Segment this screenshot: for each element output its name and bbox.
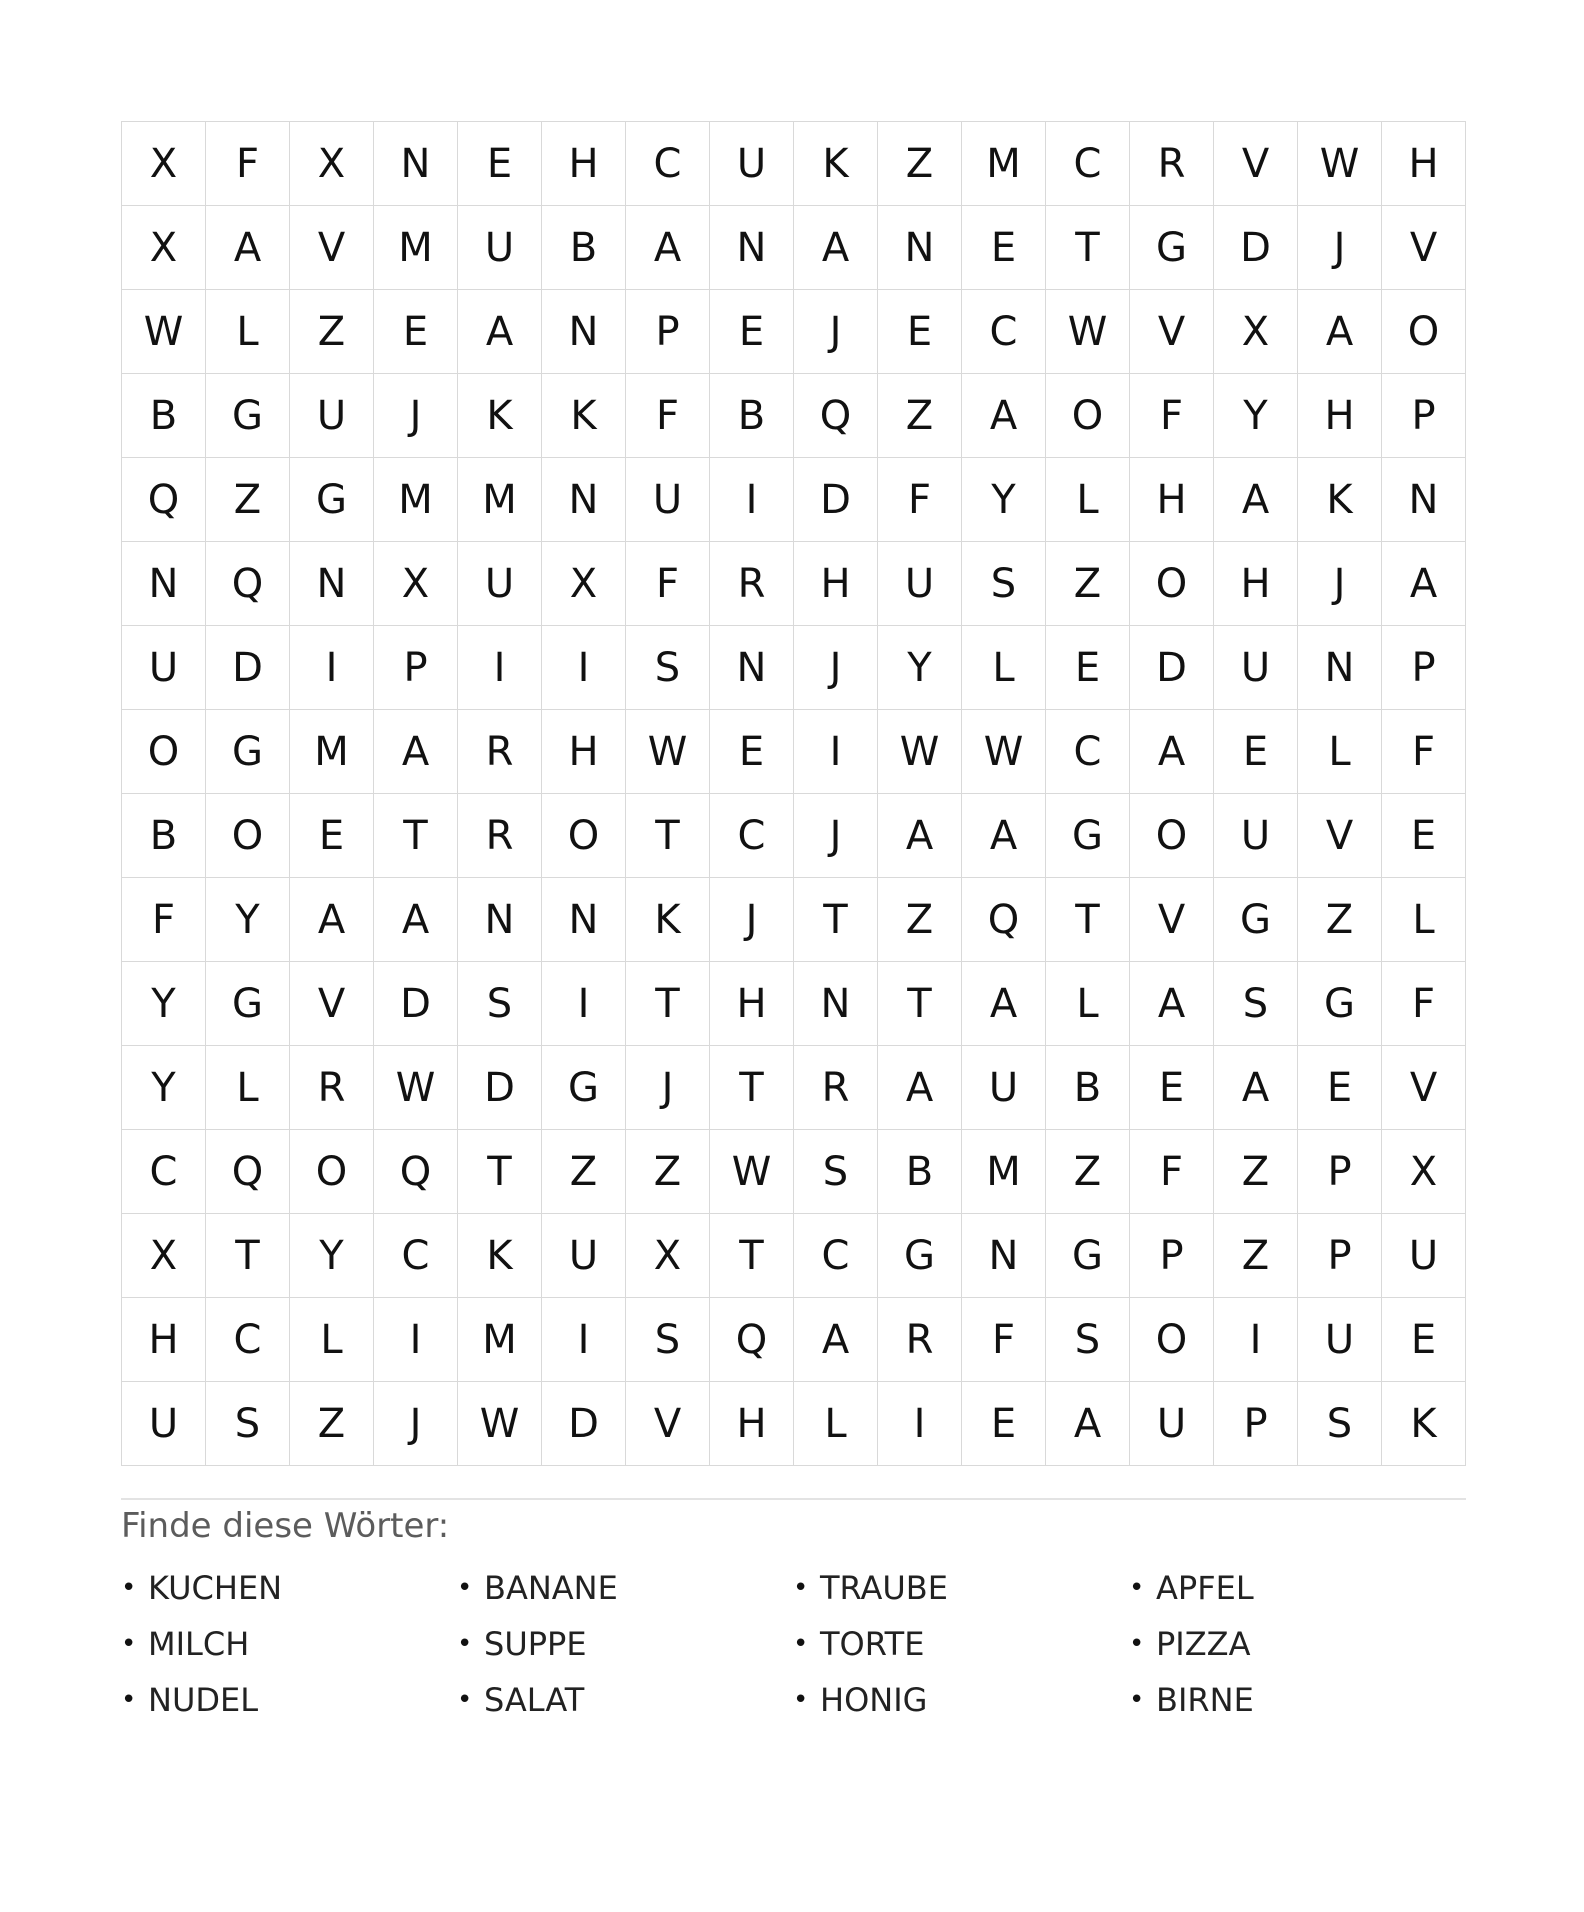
grid-cell[interactable]: L	[1298, 710, 1382, 794]
bullet-icon: •	[793, 1573, 809, 1603]
word-label: PIZZA	[1156, 1625, 1251, 1663]
grid-cell[interactable]: V	[1382, 1046, 1466, 1130]
word-list-item	[793, 1622, 1129, 1666]
bullet-icon: •	[793, 1629, 809, 1659]
grid-cell[interactable]: G	[290, 458, 374, 542]
grid-cell[interactable]: M	[374, 206, 458, 290]
grid-cell[interactable]: K	[626, 878, 710, 962]
grid-cell[interactable]: Y	[206, 878, 290, 962]
grid-cell[interactable]: M	[962, 122, 1046, 206]
grid-cell[interactable]: A	[374, 878, 458, 962]
bullet-icon: •	[1129, 1685, 1145, 1715]
grid-cell[interactable]: A	[878, 794, 962, 878]
bullet-icon: •	[121, 1573, 137, 1603]
grid-cell[interactable]: K	[1298, 458, 1382, 542]
grid-cell[interactable]: H	[542, 122, 626, 206]
grid-cell[interactable]: O	[122, 710, 206, 794]
grid-cell[interactable]: V	[1130, 290, 1214, 374]
grid-cell[interactable]: N	[710, 206, 794, 290]
grid-cell[interactable]: R	[290, 1046, 374, 1130]
grid-cell[interactable]: T	[1046, 878, 1130, 962]
grid-cell[interactable]: I	[290, 626, 374, 710]
word-list-item	[1129, 1678, 1465, 1722]
grid-cell[interactable]: H	[1382, 122, 1466, 206]
grid-cell[interactable]: U	[458, 206, 542, 290]
grid-cell[interactable]: A	[1298, 290, 1382, 374]
grid-cell[interactable]: P	[1298, 1214, 1382, 1298]
grid-cell[interactable]: U	[1214, 626, 1298, 710]
grid-cell[interactable]: A	[1382, 542, 1466, 626]
grid-cell[interactable]: I	[878, 1382, 962, 1466]
bullet-icon: •	[457, 1629, 473, 1659]
grid-cell[interactable]: N	[1298, 626, 1382, 710]
grid-cell[interactable]: U	[122, 1382, 206, 1466]
grid-cell[interactable]: W	[962, 710, 1046, 794]
grid-cell[interactable]: K	[1382, 1382, 1466, 1466]
grid-cell[interactable]: A	[1214, 1046, 1298, 1130]
grid-cell[interactable]: Z	[206, 458, 290, 542]
grid-cell[interactable]: J	[794, 290, 878, 374]
grid-cell[interactable]: U	[542, 1214, 626, 1298]
grid-cell[interactable]: S	[1214, 962, 1298, 1046]
grid-cell[interactable]: U	[1214, 794, 1298, 878]
grid-cell[interactable]: O	[206, 794, 290, 878]
grid-cell[interactable]: Y	[962, 458, 1046, 542]
grid-cell[interactable]: B	[122, 794, 206, 878]
grid-cell[interactable]: V	[626, 1382, 710, 1466]
grid-cell[interactable]: P	[1382, 374, 1466, 458]
bullet-icon: •	[1129, 1573, 1145, 1603]
grid-cell[interactable]: X	[290, 122, 374, 206]
grid-cell[interactable]: V	[1298, 794, 1382, 878]
grid-cell[interactable]: G	[206, 962, 290, 1046]
grid-cell[interactable]: N	[122, 542, 206, 626]
grid-cell[interactable]: R	[794, 1046, 878, 1130]
word-list-item	[1129, 1566, 1465, 1610]
grid-cell[interactable]: L	[1382, 878, 1466, 962]
bullet-icon: •	[1129, 1629, 1145, 1659]
grid-cell[interactable]: Z	[878, 878, 962, 962]
grid-cell[interactable]: U	[710, 122, 794, 206]
grid-cell[interactable]: M	[458, 1298, 542, 1382]
grid-cell[interactable]: P	[374, 626, 458, 710]
grid-cell[interactable]: M	[290, 710, 374, 794]
grid-cell[interactable]: J	[374, 1382, 458, 1466]
grid-cell[interactable]: A	[794, 1298, 878, 1382]
grid-cell[interactable]: H	[794, 542, 878, 626]
grid-cell[interactable]: E	[1130, 1046, 1214, 1130]
grid-cell[interactable]: Z	[1214, 1130, 1298, 1214]
grid-cell[interactable]: Z	[1046, 1130, 1130, 1214]
grid-cell[interactable]: E	[290, 794, 374, 878]
grid-cell[interactable]: J	[626, 1046, 710, 1130]
grid-cell[interactable]: X	[122, 1214, 206, 1298]
word-list-item	[121, 1678, 457, 1722]
grid-cell[interactable]: V	[1130, 878, 1214, 962]
grid-cell[interactable]: E	[1214, 710, 1298, 794]
grid-cell[interactable]: G	[542, 1046, 626, 1130]
word-list	[121, 1566, 1466, 1734]
grid-cell[interactable]: G	[1130, 206, 1214, 290]
grid-cell[interactable]: Z	[1214, 1214, 1298, 1298]
grid-cell[interactable]: S	[458, 962, 542, 1046]
grid-cell[interactable]: G	[878, 1214, 962, 1298]
grid-cell[interactable]: U	[626, 458, 710, 542]
grid-cell[interactable]: Y	[122, 1046, 206, 1130]
grid-cell[interactable]: K	[542, 374, 626, 458]
grid-cell[interactable]: J	[794, 626, 878, 710]
grid-cell[interactable]: F	[206, 122, 290, 206]
grid-cell[interactable]: T	[710, 1214, 794, 1298]
grid-cell[interactable]: P	[626, 290, 710, 374]
grid-cell[interactable]: I	[542, 626, 626, 710]
grid-cell[interactable]: A	[626, 206, 710, 290]
grid-cell[interactable]: I	[542, 1298, 626, 1382]
grid-cell[interactable]: G	[1046, 1214, 1130, 1298]
grid-cell[interactable]: B	[1046, 1046, 1130, 1130]
grid-cell[interactable]: S	[206, 1382, 290, 1466]
grid-cell[interactable]: R	[878, 1298, 962, 1382]
grid-cell[interactable]: I	[794, 710, 878, 794]
grid-cell[interactable]: O	[1130, 542, 1214, 626]
grid-cell[interactable]: A	[1214, 458, 1298, 542]
bullet-icon: •	[457, 1573, 473, 1603]
word-list-item	[457, 1678, 793, 1722]
grid-cell[interactable]: F	[626, 374, 710, 458]
grid-cell[interactable]: C	[374, 1214, 458, 1298]
grid-cell[interactable]: Q	[206, 1130, 290, 1214]
grid-cell[interactable]: W	[1046, 290, 1130, 374]
grid-cell[interactable]: W	[458, 1382, 542, 1466]
grid-cell[interactable]: E	[710, 290, 794, 374]
grid-cell[interactable]: O	[1382, 290, 1466, 374]
grid-cell[interactable]: G	[1214, 878, 1298, 962]
grid-cell[interactable]: I	[710, 458, 794, 542]
grid-cell[interactable]: N	[710, 626, 794, 710]
word-label: KUCHEN	[148, 1569, 283, 1607]
grid-cell[interactable]: Q	[710, 1298, 794, 1382]
grid-cell[interactable]: F	[122, 878, 206, 962]
grid-cell[interactable]: E	[374, 290, 458, 374]
grid-cell[interactable]: O	[1046, 374, 1130, 458]
grid-cell[interactable]: A	[1130, 962, 1214, 1046]
grid-cell[interactable]: S	[626, 1298, 710, 1382]
grid-cell[interactable]: A	[962, 374, 1046, 458]
grid-cell[interactable]: S	[962, 542, 1046, 626]
grid-cell[interactable]: X	[374, 542, 458, 626]
grid-cell[interactable]: B	[542, 206, 626, 290]
grid-cell[interactable]: M	[962, 1130, 1046, 1214]
grid-cell[interactable]: N	[878, 206, 962, 290]
grid-cell[interactable]: L	[1046, 962, 1130, 1046]
grid-cell[interactable]: N	[290, 542, 374, 626]
grid-cell[interactable]: A	[458, 290, 542, 374]
grid-cell[interactable]: N	[962, 1214, 1046, 1298]
grid-cell[interactable]: P	[1298, 1130, 1382, 1214]
divider	[121, 1498, 1466, 1500]
grid-cell[interactable]: F	[878, 458, 962, 542]
grid-cell[interactable]: T	[206, 1214, 290, 1298]
grid-cell[interactable]: U	[962, 1046, 1046, 1130]
grid-cell[interactable]: Z	[290, 290, 374, 374]
grid-cell[interactable]: V	[290, 962, 374, 1046]
grid-cell[interactable]: X	[122, 206, 206, 290]
grid-cell[interactable]: D	[374, 962, 458, 1046]
grid-cell[interactable]: O	[542, 794, 626, 878]
grid-cell[interactable]: K	[794, 122, 878, 206]
grid-cell[interactable]: Z	[542, 1130, 626, 1214]
grid-cell[interactable]: W	[878, 710, 962, 794]
bullet-icon: •	[793, 1685, 809, 1715]
grid-cell[interactable]: T	[626, 794, 710, 878]
word-list-item	[793, 1678, 1129, 1722]
grid-cell[interactable]: J	[794, 794, 878, 878]
grid-cell[interactable]: A	[290, 878, 374, 962]
grid-cell[interactable]: B	[122, 374, 206, 458]
grid-cell[interactable]: A	[962, 962, 1046, 1046]
grid-cell[interactable]: V	[290, 206, 374, 290]
grid-cell[interactable]: N	[1382, 458, 1466, 542]
grid-cell[interactable]: D	[794, 458, 878, 542]
grid-cell[interactable]: H	[710, 962, 794, 1046]
grid-cell[interactable]: U	[458, 542, 542, 626]
grid-cell[interactable]: N	[458, 878, 542, 962]
grid-cell[interactable]: Q	[794, 374, 878, 458]
grid-cell[interactable]: A	[206, 206, 290, 290]
grid-cell[interactable]: G	[1298, 962, 1382, 1046]
word-label: BANANE	[484, 1569, 618, 1607]
grid-cell[interactable]: X	[1382, 1130, 1466, 1214]
word-list-item	[793, 1566, 1129, 1610]
grid-cell[interactable]: H	[1130, 458, 1214, 542]
grid-cell[interactable]: L	[794, 1382, 878, 1466]
grid-cell[interactable]: T	[794, 878, 878, 962]
word-list-item	[121, 1622, 457, 1666]
grid-cell[interactable]: Z	[290, 1382, 374, 1466]
word-label: TRAUBE	[820, 1569, 948, 1607]
grid-cell[interactable]: E	[1382, 794, 1466, 878]
grid-cell[interactable]: M	[458, 458, 542, 542]
grid-cell[interactable]: N	[794, 962, 878, 1046]
grid-cell[interactable]: P	[1214, 1382, 1298, 1466]
grid-cell[interactable]: U	[290, 374, 374, 458]
word-list-item	[457, 1622, 793, 1666]
word-label: HONIG	[820, 1681, 928, 1719]
grid-cell[interactable]: P	[1382, 626, 1466, 710]
grid-cell[interactable]: T	[1046, 206, 1130, 290]
grid-cell[interactable]: A	[962, 794, 1046, 878]
grid-cell[interactable]: U	[1382, 1214, 1466, 1298]
grid-cell[interactable]: C	[710, 794, 794, 878]
grid-cell[interactable]: H	[1298, 374, 1382, 458]
grid-cell[interactable]: D	[1214, 206, 1298, 290]
grid-cell[interactable]: D	[542, 1382, 626, 1466]
grid-cell[interactable]: O	[1130, 794, 1214, 878]
grid-cell[interactable]: A	[794, 206, 878, 290]
grid-cell[interactable]: P	[1130, 1214, 1214, 1298]
grid-cell[interactable]: N	[542, 458, 626, 542]
grid-cell[interactable]: C	[626, 122, 710, 206]
grid-cell[interactable]: C	[206, 1298, 290, 1382]
grid-cell[interactable]: S	[1046, 1298, 1130, 1382]
grid-cell[interactable]: W	[1298, 122, 1382, 206]
grid-cell[interactable]: X	[122, 122, 206, 206]
grid-cell[interactable]: W	[374, 1046, 458, 1130]
grid-cell[interactable]: H	[122, 1298, 206, 1382]
grid-cell[interactable]: G	[206, 710, 290, 794]
grid-cell[interactable]: Y	[878, 626, 962, 710]
grid-cell[interactable]: Q	[122, 458, 206, 542]
grid-cell[interactable]: A	[1130, 710, 1214, 794]
grid-cell[interactable]: Y	[122, 962, 206, 1046]
grid-cell[interactable]: I	[542, 962, 626, 1046]
grid-cell[interactable]: A	[374, 710, 458, 794]
word-label: MILCH	[148, 1625, 250, 1663]
grid-cell[interactable]: D	[1130, 626, 1214, 710]
grid-cell[interactable]: J	[374, 374, 458, 458]
grid-cell[interactable]: J	[710, 878, 794, 962]
word-label: BIRNE	[1156, 1681, 1254, 1719]
grid-cell[interactable]: I	[1214, 1298, 1298, 1382]
grid-cell[interactable]: E	[1046, 626, 1130, 710]
grid-cell[interactable]: L	[1046, 458, 1130, 542]
grid-cell[interactable]: L	[962, 626, 1046, 710]
grid-cell[interactable]: L	[206, 1046, 290, 1130]
grid-cell[interactable]: T	[458, 1130, 542, 1214]
grid-cell[interactable]: C	[794, 1214, 878, 1298]
grid-cell[interactable]: Z	[626, 1130, 710, 1214]
grid-cell[interactable]: U	[1298, 1298, 1382, 1382]
grid-cell[interactable]: O	[290, 1130, 374, 1214]
grid-cell[interactable]: V	[1214, 122, 1298, 206]
grid-cell[interactable]: L	[206, 290, 290, 374]
grid-cell[interactable]: H	[542, 710, 626, 794]
grid-cell[interactable]: J	[1298, 206, 1382, 290]
bullet-icon: •	[121, 1685, 137, 1715]
grid-cell[interactable]: R	[710, 542, 794, 626]
grid-cell[interactable]: R	[458, 710, 542, 794]
grid-cell[interactable]: N	[542, 878, 626, 962]
grid-cell[interactable]: A	[1046, 1382, 1130, 1466]
grid-cell[interactable]: F	[1130, 1130, 1214, 1214]
grid-cell[interactable]: T	[374, 794, 458, 878]
grid-cell[interactable]: Y	[290, 1214, 374, 1298]
grid-cell[interactable]: F	[1382, 962, 1466, 1046]
grid-cell[interactable]: J	[1298, 542, 1382, 626]
grid-cell[interactable]: F	[1382, 710, 1466, 794]
grid-cell[interactable]: D	[206, 626, 290, 710]
grid-cell[interactable]: E	[1298, 1046, 1382, 1130]
grid-cell[interactable]: D	[458, 1046, 542, 1130]
word-label: NUDEL	[148, 1681, 259, 1719]
grid-cell[interactable]: I	[458, 626, 542, 710]
grid-cell[interactable]: C	[122, 1130, 206, 1214]
grid-cell[interactable]: Y	[1214, 374, 1298, 458]
grid-cell[interactable]: Q	[206, 542, 290, 626]
grid-cell[interactable]: A	[878, 1046, 962, 1130]
word-list-item	[1129, 1622, 1465, 1666]
grid-cell[interactable]: F	[1130, 374, 1214, 458]
grid-cell[interactable]: U	[878, 542, 962, 626]
grid-cell[interactable]: E	[962, 1382, 1046, 1466]
word-list-item	[121, 1566, 457, 1610]
bullet-icon: •	[121, 1629, 137, 1659]
grid-cell[interactable]: Q	[962, 878, 1046, 962]
grid-cell[interactable]: Z	[878, 374, 962, 458]
grid-cell[interactable]: I	[374, 1298, 458, 1382]
grid-cell[interactable]: Z	[1298, 878, 1382, 962]
grid-cell[interactable]: X	[626, 1214, 710, 1298]
word-label: TORTE	[820, 1625, 925, 1663]
grid-cell[interactable]: E	[710, 710, 794, 794]
grid-cell[interactable]: Z	[878, 122, 962, 206]
grid-cell[interactable]: H	[710, 1382, 794, 1466]
bullet-icon: •	[457, 1685, 473, 1715]
grid-cell[interactable]: Z	[1046, 542, 1130, 626]
grid-cell[interactable]: Q	[374, 1130, 458, 1214]
grid-cell[interactable]: C	[1046, 122, 1130, 206]
grid-cell[interactable]: W	[710, 1130, 794, 1214]
grid-cell[interactable]: R	[458, 794, 542, 878]
grid-cell[interactable]: K	[458, 1214, 542, 1298]
grid-cell[interactable]: E	[1382, 1298, 1466, 1382]
grid-cell[interactable]: V	[1382, 206, 1466, 290]
grid-cell[interactable]: T	[878, 962, 962, 1046]
grid-cell[interactable]: T	[710, 1046, 794, 1130]
word-list-heading: Finde diese Wörter:	[121, 1506, 450, 1546]
grid-cell[interactable]: U	[1130, 1382, 1214, 1466]
grid-cell[interactable]: K	[458, 374, 542, 458]
grid-cell[interactable]: T	[626, 962, 710, 1046]
grid-cell[interactable]: X	[542, 542, 626, 626]
grid-cell[interactable]: L	[290, 1298, 374, 1382]
grid-cell[interactable]: C	[962, 290, 1046, 374]
grid-cell[interactable]: E	[962, 206, 1046, 290]
word-list-item	[457, 1566, 793, 1610]
grid-cell[interactable]: W	[122, 290, 206, 374]
grid-cell[interactable]: X	[1214, 290, 1298, 374]
grid-cell[interactable]: W	[626, 710, 710, 794]
grid-cell[interactable]: S	[626, 626, 710, 710]
word-label: SALAT	[484, 1681, 585, 1719]
word-label: APFEL	[1156, 1569, 1254, 1607]
grid-cell[interactable]: C	[1046, 710, 1130, 794]
grid-cell[interactable]: E	[878, 290, 962, 374]
letter-grid	[121, 121, 1466, 1466]
grid-cell[interactable]: B	[710, 374, 794, 458]
grid-cell[interactable]: M	[374, 458, 458, 542]
grid-cell[interactable]: U	[122, 626, 206, 710]
grid-cell[interactable]: F	[626, 542, 710, 626]
word-label: SUPPE	[484, 1625, 587, 1663]
grid-cell[interactable]: G	[1046, 794, 1130, 878]
grid-cell[interactable]: N	[374, 122, 458, 206]
grid-cell[interactable]: O	[1130, 1298, 1214, 1382]
grid-cell[interactable]: E	[458, 122, 542, 206]
grid-cell[interactable]: N	[542, 290, 626, 374]
grid-cell[interactable]: F	[962, 1298, 1046, 1382]
grid-cell[interactable]: B	[878, 1130, 962, 1214]
grid-cell[interactable]: R	[1130, 122, 1214, 206]
grid-cell[interactable]: S	[1298, 1382, 1382, 1466]
grid-cell[interactable]: H	[1214, 542, 1298, 626]
grid-cell[interactable]: G	[206, 374, 290, 458]
grid-cell[interactable]: S	[794, 1130, 878, 1214]
